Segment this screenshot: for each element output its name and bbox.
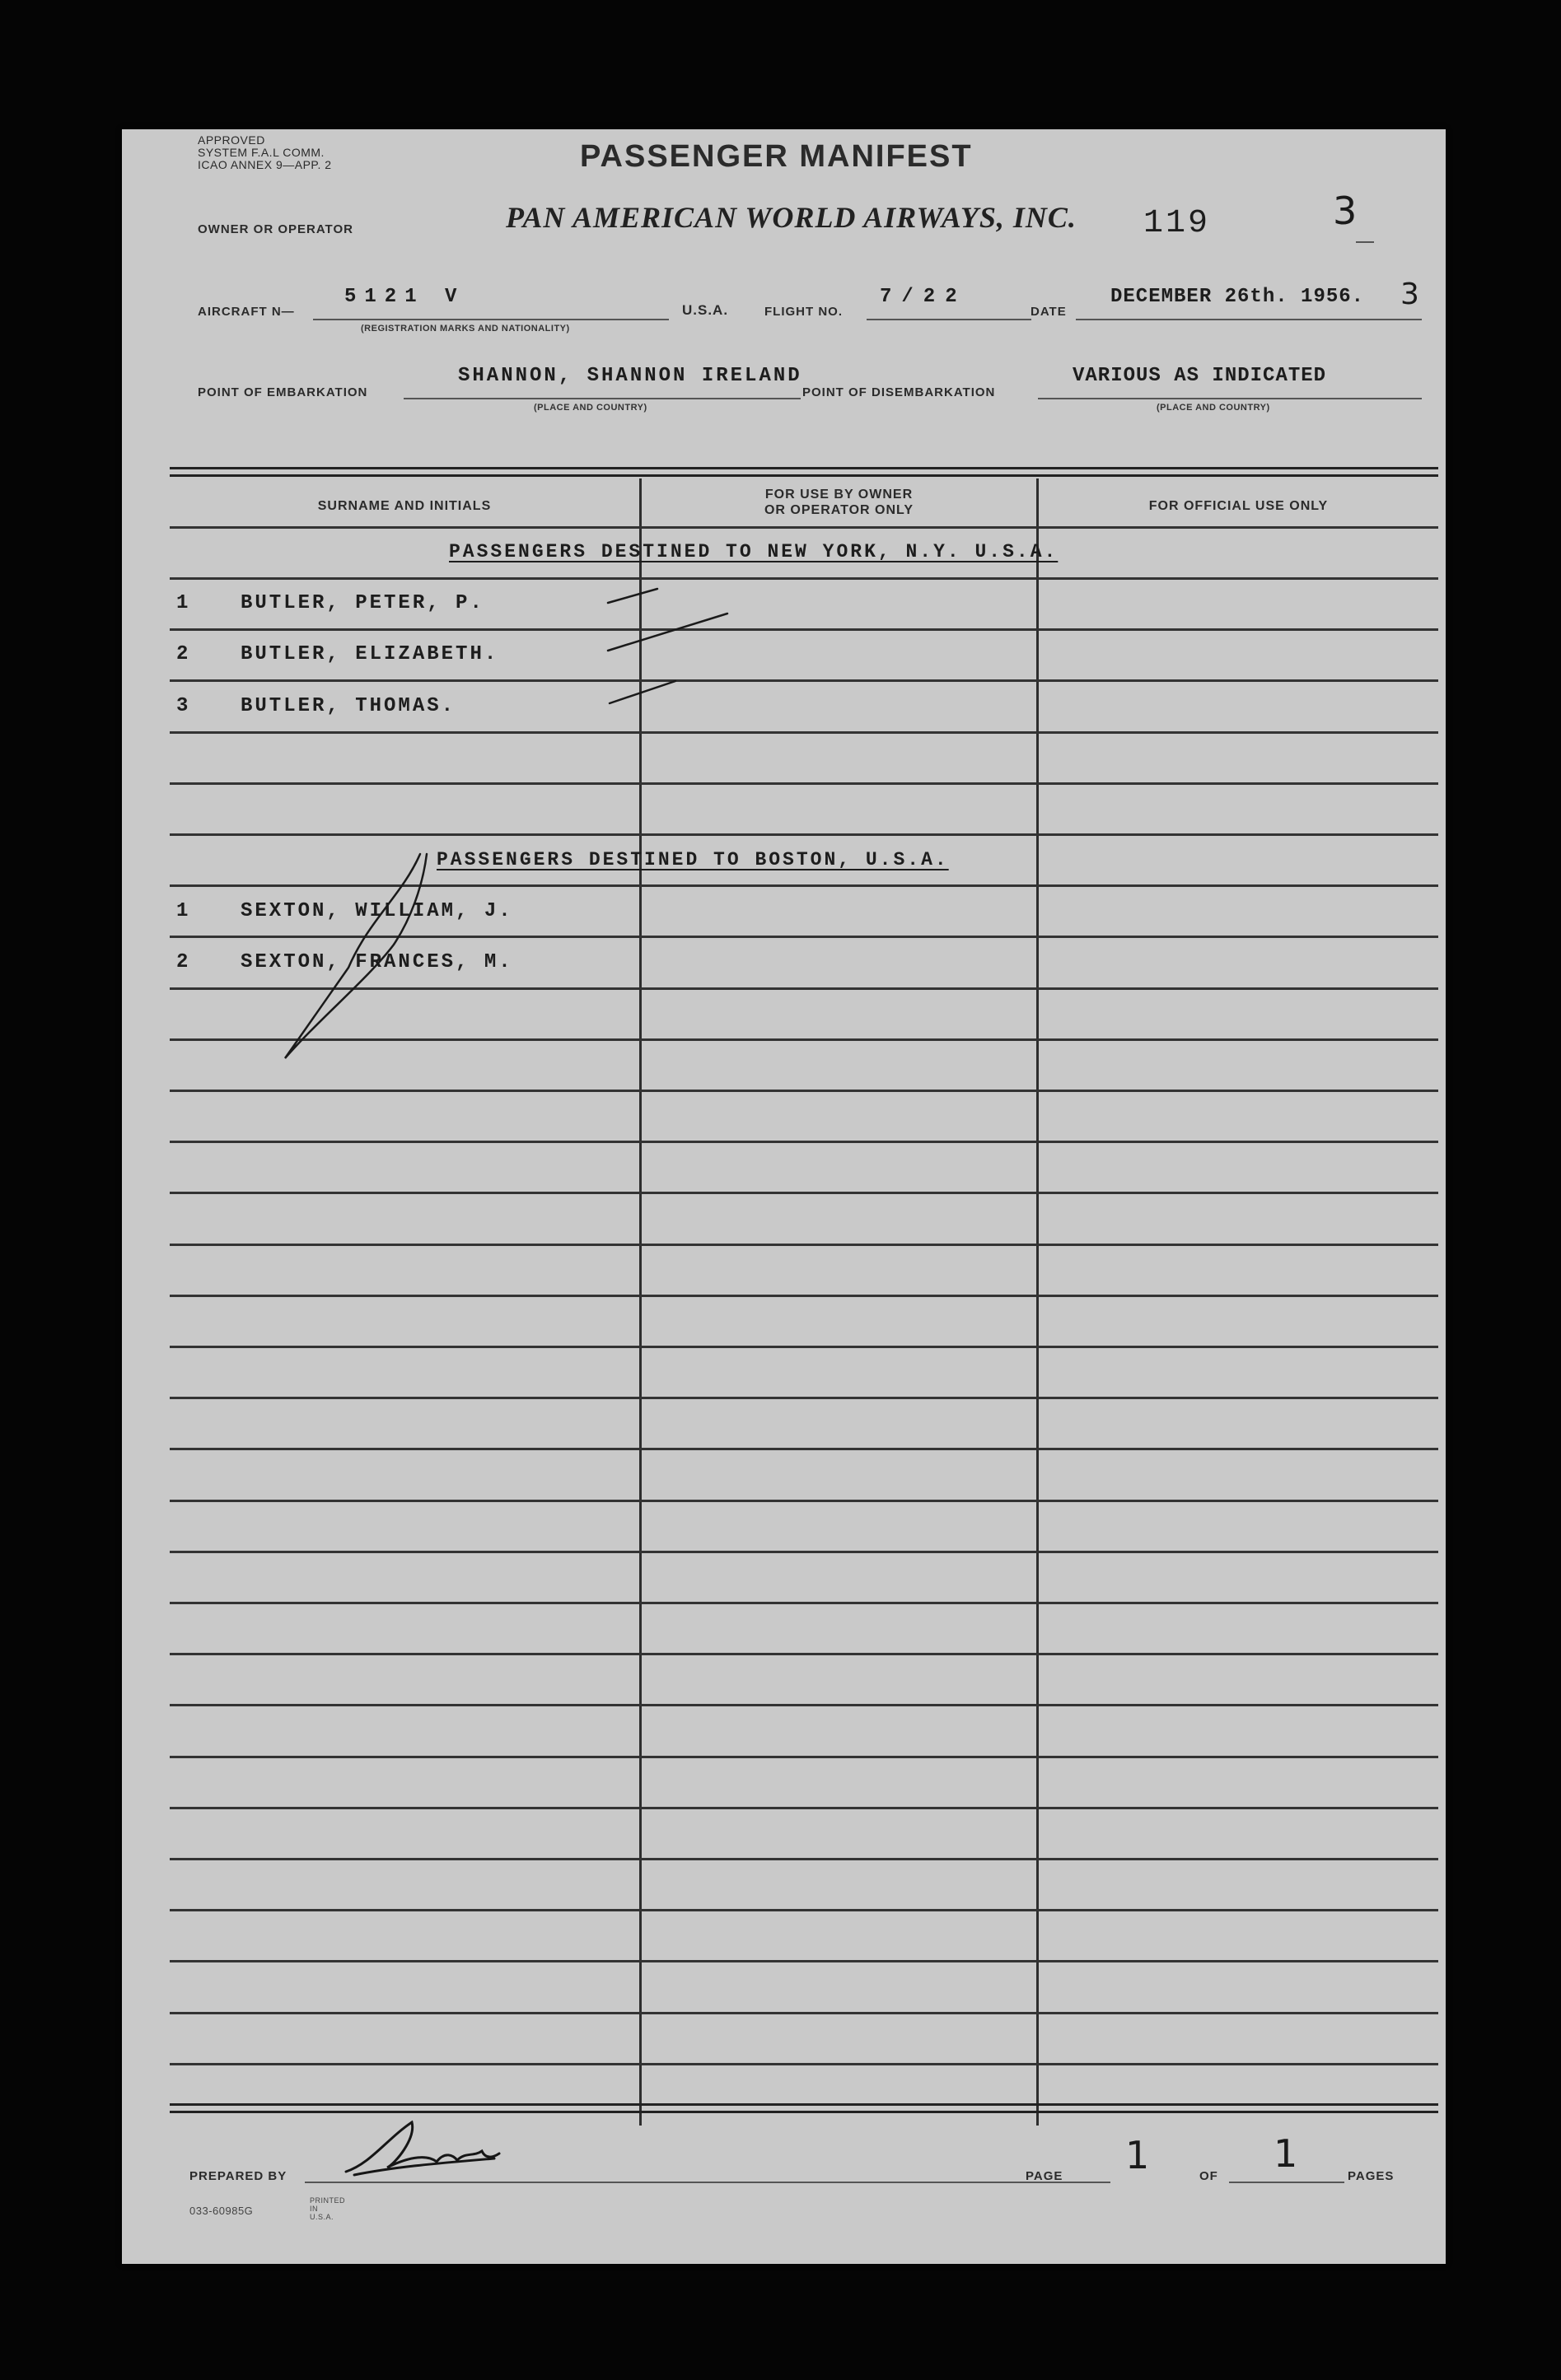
signature — [338, 2106, 502, 2180]
passenger-name: BUTLER, PETER, P. — [241, 592, 484, 614]
owner-value: PAN AMERICAN WORLD AIRWAYS, INC. — [506, 201, 1077, 234]
manifest-number: 119 — [1143, 205, 1211, 242]
form-number: 033-60985G — [189, 2205, 254, 2217]
flight-value: 7/22 — [880, 286, 967, 308]
embark-value: SHANNON, SHANNON IRELAND — [458, 365, 802, 387]
embark-label: POINT OF EMBARKATION — [198, 385, 368, 399]
passenger-name: SEXTON, WILLIAM, J. — [241, 900, 513, 922]
passenger-name: BUTLER, ELIZABETH. — [241, 643, 499, 665]
row-number: 1 — [176, 592, 191, 614]
aircraft-value: 5121 V — [344, 286, 465, 308]
disembark-label: POINT OF DISEMBARKATION — [802, 385, 996, 399]
row-number: 3 — [176, 695, 191, 717]
approval-line: APPROVED — [198, 133, 265, 147]
col-owner-header-line: OR OPERATOR ONLY — [764, 503, 914, 517]
page-label: PAGE — [1026, 2169, 1063, 2183]
of-label: OF — [1199, 2169, 1218, 2183]
col-owner-header-line: FOR USE BY OWNER — [764, 488, 914, 502]
row-number: 1 — [176, 900, 191, 922]
prepared-label: PREPARED BY — [189, 2169, 287, 2183]
page-value: 1 — [1125, 2133, 1150, 2177]
page-title: PASSENGER MANIFEST — [580, 139, 973, 174]
date-correction: 3 — [1400, 278, 1419, 311]
check-marks — [122, 129, 1446, 2264]
check-mark — [285, 854, 427, 1058]
prepared-line — [305, 2182, 1110, 2183]
of-value: 1 — [1274, 2131, 1298, 2176]
approval-line: ICAO ANNEX 9—APP. 2 — [198, 158, 332, 171]
manifest-sheet — [122, 129, 1446, 2264]
disembark-sub: (PLACE AND COUNTRY) — [1157, 403, 1270, 413]
printed-note: PRINTED IN U.S.A. — [310, 2196, 346, 2221]
pages-label: PAGES — [1348, 2169, 1395, 2183]
row-number: 2 — [176, 643, 191, 665]
disembark-value: VARIOUS AS INDICATED — [1073, 365, 1327, 387]
corner-number: 3 — [1333, 189, 1358, 233]
passenger-name: BUTLER, THOMAS. — [241, 695, 456, 717]
passenger-name: SEXTON, FRANCES, M. — [241, 951, 513, 973]
row-number: 2 — [176, 951, 191, 973]
embark-sub: (PLACE AND COUNTRY) — [534, 403, 647, 413]
col-official-header: FOR OFFICIAL USE ONLY — [1148, 499, 1329, 513]
aircraft-label: AIRCRAFT N— — [198, 305, 295, 319]
group-heading-boston: PASSENGERS DESTINED TO BOSTON, U.S.A. — [437, 849, 949, 870]
flight-label: FLIGHT NO. — [764, 305, 843, 319]
of-line — [1229, 2182, 1344, 2183]
check-mark — [608, 589, 657, 603]
usa-label: U.S.A. — [682, 302, 729, 318]
owner-label: OWNER OR OPERATOR — [198, 222, 353, 236]
aircraft-sub: (REGISTRATION MARKS AND NATIONALITY) — [361, 324, 570, 334]
group-heading-new-york: PASSENGERS DESTINED TO NEW YORK, N.Y. U.S.A. — [449, 541, 1059, 562]
date-label: DATE — [1031, 305, 1067, 319]
approval-line: SYSTEM F.A.L COMM. — [198, 146, 325, 159]
check-mark — [608, 614, 727, 651]
check-mark — [610, 681, 675, 703]
date-value: DECEMBER 26th. 1956. — [1110, 286, 1365, 308]
col-surname-header: SURNAME AND INITIALS — [317, 499, 492, 513]
